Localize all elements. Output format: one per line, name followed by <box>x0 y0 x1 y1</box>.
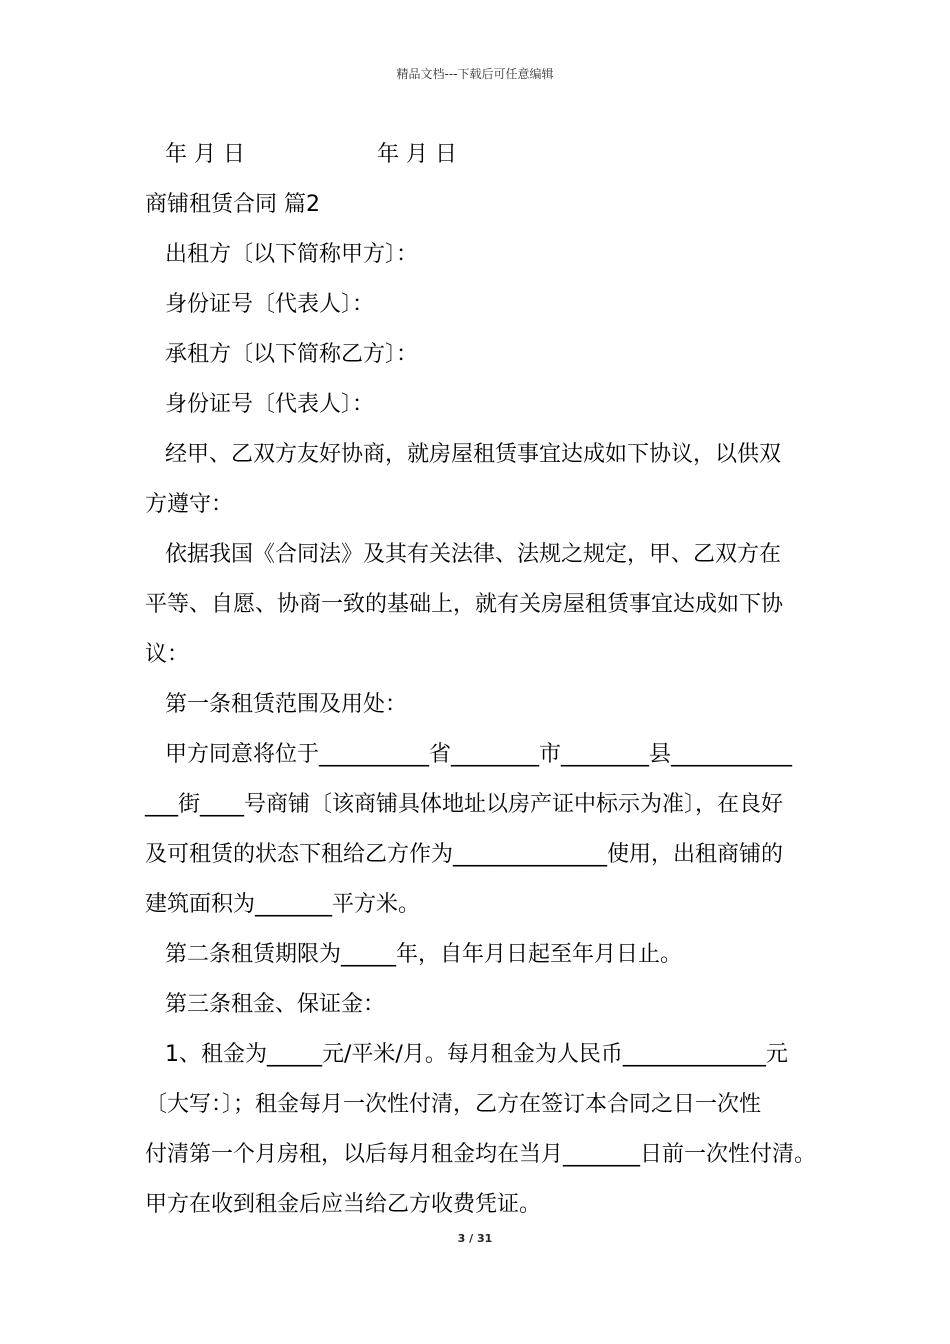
lessee-id-line: 身份证号〔代表人〕： <box>165 392 375 417</box>
paragraph-line: 〔大写：〕；租金每月一次性付清，乙方在签订本合同之日一次性 <box>145 1092 762 1117</box>
lessee-line: 承租方〔以下简称乙方〕： <box>165 342 419 367</box>
paragraph-line: 依据我国《合同法》及其有关法律、法规之规定，甲、乙双方在 <box>165 542 782 567</box>
paragraph-line: 甲方同意将位于__________省________市________县___________ <box>165 742 793 767</box>
paragraph-line: 经甲、乙双方友好协商，就房屋租赁事宜达成如下协议，以供双 <box>165 442 782 467</box>
contract-title: 商铺租赁合同 篇2 <box>145 192 320 217</box>
article-heading: 第二条租赁期限为_____年，自年月日起至年月日止。 <box>165 942 683 967</box>
page-number: 3 / 31 <box>457 1232 493 1245</box>
date-right: 年 月 日 <box>377 142 457 167</box>
article-heading: 第三条租金、保证金： <box>165 992 386 1017</box>
paragraph-line: 方遵守： <box>145 492 234 517</box>
paragraph-line: ___街____号商铺〔该商铺具体地址以房产证中标示为准〕，在良好 <box>145 792 784 817</box>
paragraph-line: 建筑面积为_______平方米。 <box>145 892 421 917</box>
paragraph-line: 甲方在收到租金后应当给乙方收费凭证。 <box>145 1192 542 1217</box>
document-body <box>145 130 825 1230</box>
article-heading: 第一条租赁范围及用处： <box>165 692 408 717</box>
lessor-line: 出租方〔以下简称甲方〕： <box>165 242 419 267</box>
paragraph-line: 付清第一个月房租，以后每月租金均在当月_______日前一次性付清。 <box>145 1142 817 1167</box>
signature-date-row <box>145 130 825 180</box>
paragraph-line: 及可租赁的状态下租给乙方作为______________使用，出租商铺的 <box>145 842 784 867</box>
lessor-id-line: 身份证号〔代表人〕： <box>165 292 375 317</box>
paragraph-line: 平等、自愿、协商一致的基础上，就有关房屋租赁事宜达成如下协 <box>145 592 784 617</box>
date-left: 年 月 日 <box>165 142 245 167</box>
page-header: 精品文档---下载后可任意编辑 <box>396 67 554 81</box>
paragraph-line: 1、租金为_____元/平米/月。每月租金为人民币_____________元 <box>165 1042 788 1067</box>
paragraph-line: 议： <box>145 642 190 667</box>
